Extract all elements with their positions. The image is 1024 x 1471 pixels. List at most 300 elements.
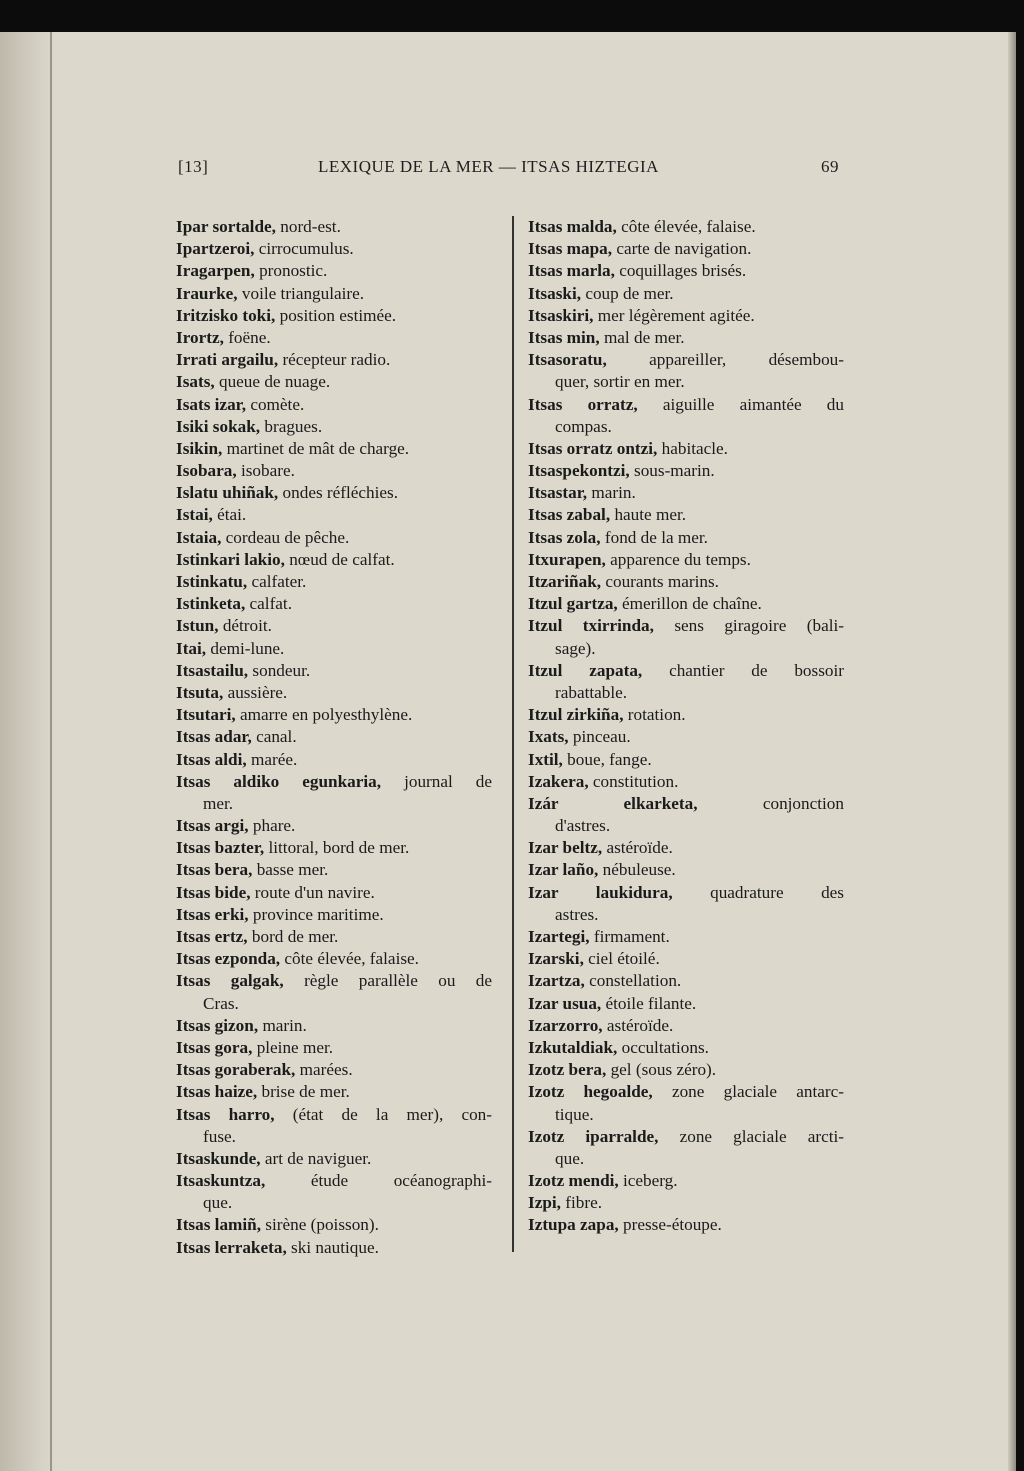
entry-definition: règle parallèle ou de <box>304 971 492 991</box>
glossary-entry <box>528 615 844 659</box>
entry-line <box>176 726 492 748</box>
entry-definition: province maritime. <box>252 904 384 924</box>
entry-term: Itsas gizon, <box>176 1015 259 1035</box>
entry-line <box>528 771 844 793</box>
entry-definition: canal. <box>256 727 297 747</box>
entry-definition: firmament. <box>593 927 670 946</box>
entry-definition: rotation. <box>627 705 686 725</box>
entry-definition: nœud de calfat. <box>289 549 395 569</box>
entry-line <box>528 859 844 881</box>
glossary-entry <box>528 1037 844 1059</box>
entry-definition: basse mer. <box>256 860 329 880</box>
entry-definition: phare. <box>252 816 296 836</box>
entry-term: Itsas malda, <box>528 217 617 236</box>
entry-term: Itsas goraberak, <box>176 1060 296 1080</box>
glossary-entry <box>176 349 492 371</box>
glossary-entry <box>528 327 844 349</box>
glossary-entry <box>528 926 844 948</box>
entry-term: Izotz iparralde, <box>528 1126 659 1146</box>
entry-term: Itsas gora, <box>176 1037 253 1057</box>
entry-term: Itsas adar, <box>176 727 252 747</box>
entry-definition: position estimée. <box>279 305 397 325</box>
entry-line <box>176 682 492 704</box>
entry-term: Itsas zola, <box>528 527 601 547</box>
entry-term: Itsaski, <box>528 283 582 303</box>
glossary-entry <box>176 615 492 637</box>
glossary-entry <box>176 1148 492 1170</box>
entry-definition: coup de mer. <box>585 283 674 303</box>
entry-term: Itsuta, <box>176 682 224 702</box>
entry-definition: boue, fange. <box>567 749 652 769</box>
glossary-entry <box>528 283 844 305</box>
glossary-entry <box>528 726 844 748</box>
glossary-entry <box>176 327 492 349</box>
entry-term: Irrati argailu, <box>176 350 279 370</box>
glossary-entry <box>176 216 492 238</box>
entry-term: Izotz hegoalde, <box>528 1082 653 1102</box>
entry-line <box>176 882 492 904</box>
entry-term: Itsas galgak, <box>176 971 284 991</box>
glossary-entry <box>176 948 492 970</box>
glossary-entry <box>528 593 844 615</box>
entry-definition: brise de mer. <box>261 1082 350 1102</box>
entry-line <box>176 1015 492 1037</box>
glossary-entry <box>528 837 844 859</box>
entry-definition: voile triangulaire. <box>241 283 365 303</box>
glossary-entry <box>528 482 844 504</box>
glossary-entry <box>528 1126 844 1170</box>
entry-definition: étude océanographi- <box>310 1171 492 1191</box>
entry-definition: sous-marin. <box>634 461 715 481</box>
entry-term: Istun, <box>176 616 219 636</box>
entry-term: Itsas mapa, <box>528 239 613 259</box>
glossary-entry <box>528 349 844 393</box>
entry-line <box>176 926 492 948</box>
entry-term: Itsaskuntza, <box>176 1171 266 1191</box>
entry-definition: presse-étoupe. <box>623 1215 722 1235</box>
entry-term: Izár elkarketa, <box>528 793 698 813</box>
entry-term: Itzul gartza, <box>528 594 618 614</box>
entry-line <box>528 1192 844 1214</box>
entry-line <box>176 460 492 482</box>
entry-line <box>176 482 492 504</box>
glossary-entry <box>176 394 492 416</box>
entry-term: Itsas bide, <box>176 882 251 902</box>
entry-term: Itsas aldiko egunkaria, <box>176 771 382 791</box>
entry-term: Itsas ertz, <box>176 927 248 946</box>
entry-definition: cirrocumulus. <box>258 239 354 259</box>
entry-line <box>176 704 492 726</box>
glossary-entry <box>176 1237 492 1259</box>
entry-line <box>528 238 844 260</box>
page-edge <box>1008 32 1016 1471</box>
entry-line <box>176 1104 492 1126</box>
entry-line <box>176 504 492 526</box>
entry-term: Iraurke, <box>176 283 238 303</box>
entry-term: Itsas haize, <box>176 1082 258 1102</box>
entry-line <box>528 660 844 682</box>
glossary-entry <box>528 793 844 837</box>
entry-definition: chantier de bossoir <box>669 660 844 680</box>
entry-line <box>528 260 844 282</box>
glossary-entry <box>176 416 492 438</box>
glossary-entry <box>176 549 492 571</box>
entry-line <box>528 1037 844 1059</box>
entry-line <box>528 571 844 593</box>
glossary-entry <box>176 1104 492 1148</box>
entry-line <box>176 615 492 637</box>
entry-definition: cordeau de pêche. <box>225 527 350 547</box>
glossary-entry <box>528 859 844 881</box>
entry-line <box>176 327 492 349</box>
entry-term: Itsas min, <box>528 327 600 347</box>
glossary-entry <box>528 549 844 571</box>
entry-definition: apparence du temps. <box>610 549 751 569</box>
entry-line <box>176 593 492 615</box>
entry-line <box>528 305 844 327</box>
entry-line <box>528 726 844 748</box>
entry-definition: étoile filante. <box>605 993 697 1013</box>
glossary-entry <box>176 1170 492 1214</box>
glossary-entry <box>176 438 492 460</box>
entry-definition: conjonction <box>762 793 844 813</box>
entry-line <box>176 948 492 970</box>
entry-term: Itai, <box>176 638 207 658</box>
entry-line <box>176 1237 492 1259</box>
entry-line <box>176 238 492 260</box>
entry-definition: astéroïde. <box>606 1015 674 1035</box>
entry-term: Istinketa, <box>176 594 246 614</box>
entry-term: Isiki sokak, <box>176 416 261 436</box>
entry-line <box>176 283 492 305</box>
entry-line <box>528 926 844 948</box>
entry-definition: marées. <box>299 1060 353 1080</box>
entry-line <box>176 1148 492 1170</box>
entry-continuation: tique. <box>555 1104 594 1124</box>
entry-line <box>528 460 844 482</box>
glossary-entry <box>528 1081 844 1125</box>
entry-line <box>528 349 844 371</box>
entry-definition: constellation. <box>589 971 682 991</box>
entry-line <box>176 638 492 660</box>
glossary-entry <box>528 260 844 282</box>
entry-term: Itsas aldi, <box>176 749 247 769</box>
glossary-entry <box>528 704 844 726</box>
left-column <box>176 216 492 1259</box>
entry-line <box>528 1214 844 1236</box>
entry-term: Irortz, <box>176 327 224 347</box>
glossary-entry <box>528 1192 844 1214</box>
glossary-entry <box>176 1037 492 1059</box>
glossary-entry <box>528 1170 844 1192</box>
glossary-entry <box>528 394 844 438</box>
entry-term: Isikin, <box>176 438 223 458</box>
entry-continuation: quer, sortir en mer. <box>555 372 685 392</box>
glossary-entry <box>176 238 492 260</box>
entry-definition: astéroïde. <box>606 838 673 858</box>
entry-definition: pronostic. <box>259 261 328 281</box>
entry-definition: détroit. <box>222 616 272 636</box>
entry-term: Istinkatu, <box>176 572 248 591</box>
entry-line <box>176 549 492 571</box>
entry-definition: ciel étoilé. <box>588 949 660 969</box>
entry-line <box>176 438 492 460</box>
glossary-entry <box>176 1059 492 1081</box>
entry-line <box>528 837 844 859</box>
entry-term: Izar laukidura, <box>528 882 673 902</box>
glossary-entry <box>176 815 492 837</box>
entry-term: Ipartzeroi, <box>176 239 255 259</box>
glossary-entry <box>528 993 844 1015</box>
right-column <box>528 216 844 1237</box>
entry-definition: comète. <box>250 394 305 414</box>
glossary-entry <box>528 238 844 260</box>
entry-term: Ipar sortalde, <box>176 217 276 236</box>
glossary-entry <box>176 859 492 881</box>
entry-definition: littoral, bord de mer. <box>268 838 410 858</box>
entry-term: Itsaskiri, <box>528 305 594 325</box>
entry-line <box>176 970 492 992</box>
entry-line <box>176 394 492 416</box>
entry-term: Itsasoratu, <box>528 350 607 370</box>
entry-term: Isats izar, <box>176 394 247 414</box>
entry-definition: sondeur. <box>252 660 311 680</box>
entry-continuation: sage). <box>555 638 596 658</box>
entry-line <box>528 882 844 904</box>
entry-continuation: fuse. <box>203 1126 236 1146</box>
entry-term: Itzul txirrinda, <box>528 616 654 636</box>
entry-term: Iritzisko toki, <box>176 305 276 325</box>
entry-line <box>528 593 844 615</box>
entry-term: Itsastar, <box>528 483 588 503</box>
glossary-entry <box>528 749 844 771</box>
entry-term: Islatu uhiñak, <box>176 483 279 503</box>
entry-line <box>528 527 844 549</box>
entry-term: Iztupa zapa, <box>528 1215 619 1235</box>
entry-term: Izar laño, <box>528 860 599 880</box>
previous-page-edge <box>50 32 52 1471</box>
glossary-entry <box>528 504 844 526</box>
entry-continuation: Cras. <box>203 993 239 1013</box>
entry-definition: pinceau. <box>572 727 631 747</box>
entry-definition: mer légèrement agitée. <box>597 305 755 325</box>
glossary-entry <box>528 1214 844 1236</box>
entry-definition: route d'un navire. <box>254 882 375 902</box>
entry-term: Itsas lerraketa, <box>176 1237 287 1257</box>
entry-term: Itsas erki, <box>176 904 249 924</box>
entry-definition: constitution. <box>592 771 679 791</box>
entry-line <box>176 660 492 682</box>
entry-definition: art de naviguer. <box>264 1148 372 1168</box>
entry-term: Istaia, <box>176 527 222 547</box>
entry-line <box>176 260 492 282</box>
entry-definition: mal de mer. <box>603 327 685 347</box>
entry-continuation: que. <box>203 1193 233 1213</box>
glossary-entry <box>528 216 844 238</box>
entry-definition: sens giragoire (bali- <box>674 616 844 636</box>
entry-line <box>528 970 844 992</box>
entry-line <box>528 1126 844 1148</box>
entry-term: Itsutari, <box>176 705 236 725</box>
entry-definition: bord de mer. <box>251 927 339 946</box>
glossary-entry <box>528 527 844 549</box>
glossary-entry <box>176 882 492 904</box>
entry-term: Izartegi, <box>528 927 590 946</box>
entry-term: Izar beltz, <box>528 838 603 858</box>
entry-term: Itsas lamiñ, <box>176 1215 261 1235</box>
entry-definition: calfat. <box>249 594 293 614</box>
entry-line <box>528 1170 844 1192</box>
column-divider <box>512 216 514 1252</box>
glossary-entry <box>176 771 492 815</box>
entry-term: Ixtil, <box>528 749 563 769</box>
entry-line <box>528 1059 844 1081</box>
entry-continuation: astres. <box>555 904 599 924</box>
entry-term: Isats, <box>176 372 215 392</box>
entry-term: Izotz bera, <box>528 1060 607 1080</box>
entry-line <box>176 1081 492 1103</box>
entry-definition: nébuleuse. <box>602 860 676 880</box>
entry-line <box>176 859 492 881</box>
entry-term: Izpi, <box>528 1193 561 1213</box>
entry-definition: côte élevée, falaise. <box>621 217 756 236</box>
glossary-entry <box>176 527 492 549</box>
entry-line <box>528 793 844 815</box>
entry-definition: calfater. <box>251 572 307 591</box>
entry-continuation: compas. <box>555 416 612 436</box>
entry-definition: aiguille aimantée du <box>662 394 844 414</box>
entry-line <box>176 1059 492 1081</box>
entry-definition: appareiller, désembou- <box>649 350 844 370</box>
entry-term: Itsaskunde, <box>176 1148 261 1168</box>
glossary-entry <box>176 1081 492 1103</box>
glossary-entry <box>528 460 844 482</box>
entry-line <box>176 1170 492 1192</box>
entry-definition: amarre en polyesthylène. <box>239 705 413 725</box>
entry-line <box>528 394 844 416</box>
entry-term: Itsastailu, <box>176 660 249 680</box>
glossary-entry <box>528 771 844 793</box>
entry-definition: fond de la mer. <box>604 527 708 547</box>
glossary-entry <box>176 970 492 1014</box>
entry-term: Itsas marla, <box>528 261 615 281</box>
glossary-entry <box>176 571 492 593</box>
entry-term: Itsas ezponda, <box>176 949 281 969</box>
entry-definition: foëne. <box>228 327 271 347</box>
entry-definition: sirène (poisson). <box>265 1215 379 1235</box>
book-page <box>0 32 1016 1471</box>
entry-definition: habitacle. <box>661 438 728 458</box>
entry-definition: aussière. <box>227 682 288 702</box>
entry-definition: coquillages brisés. <box>619 261 747 281</box>
entry-line <box>176 837 492 859</box>
glossary-entry <box>528 438 844 460</box>
entry-definition: queue de nuage. <box>218 372 331 392</box>
glossary-entry <box>176 660 492 682</box>
entry-line <box>176 771 492 793</box>
glossary-entry <box>528 571 844 593</box>
glossary-entry <box>176 482 492 504</box>
entry-definition: nord-est. <box>280 217 341 236</box>
entry-line <box>176 904 492 926</box>
glossary-entry <box>176 749 492 771</box>
entry-line <box>528 749 844 771</box>
entry-term: Izotz mendi, <box>528 1171 619 1191</box>
glossary-entry <box>176 260 492 282</box>
entry-term: Itsas orratz ontzi, <box>528 438 658 458</box>
glossary-entry <box>176 371 492 393</box>
entry-term: Itsas bazter, <box>176 838 265 858</box>
entry-continuation: que. <box>555 1148 585 1168</box>
glossary-entry <box>176 504 492 526</box>
entry-line <box>176 749 492 771</box>
entry-line <box>176 216 492 238</box>
glossary-entry <box>176 726 492 748</box>
entry-term: Itsas argi, <box>176 816 249 836</box>
entry-term: Itsas orratz, <box>528 394 638 414</box>
entry-continuation: d'astres. <box>555 816 611 836</box>
glossary-entry <box>176 704 492 726</box>
entry-line <box>176 371 492 393</box>
glossary-entry <box>176 926 492 948</box>
entry-line <box>528 1081 844 1103</box>
glossary-entry <box>528 660 844 704</box>
running-title: LEXIQUE DE LA MER — ITSAS HIZTEGIA <box>318 157 659 176</box>
glossary-entry <box>528 305 844 327</box>
entry-definition: ski nautique. <box>291 1237 379 1257</box>
entry-line <box>176 349 492 371</box>
glossary-entry <box>176 904 492 926</box>
glossary-entry <box>176 837 492 859</box>
entry-line <box>528 704 844 726</box>
entry-definition: zone glaciale antarc- <box>671 1082 844 1102</box>
entry-line <box>528 504 844 526</box>
entry-definition: martinet de mât de charge. <box>226 438 410 458</box>
entry-definition: fibre. <box>565 1193 602 1213</box>
entry-line <box>176 1037 492 1059</box>
glossary-entry <box>176 305 492 327</box>
entry-term: Ixats, <box>528 727 569 747</box>
entry-line <box>176 571 492 593</box>
entry-definition: côte élevée, falaise. <box>284 949 419 969</box>
entry-definition: isobare. <box>240 461 295 481</box>
entry-term: Istinkari lakio, <box>176 549 285 569</box>
entry-definition: marée. <box>250 749 298 769</box>
entry-term: Istai, <box>176 505 213 525</box>
entry-term: Izarski, <box>528 949 584 969</box>
entry-definition: gel (sous zéro). <box>610 1060 717 1080</box>
page-number: 69 <box>821 157 839 176</box>
entry-term: Itsas harro, <box>176 1104 275 1124</box>
glossary-entry <box>176 1015 492 1037</box>
entry-line <box>176 1214 492 1236</box>
entry-definition: courants marins. <box>605 572 719 591</box>
entry-definition: étai. <box>217 505 247 525</box>
entry-line <box>176 527 492 549</box>
entry-continuation: rabattable. <box>555 682 628 702</box>
entry-line <box>528 327 844 349</box>
glossary-entry <box>176 1214 492 1236</box>
glossary-entry <box>176 460 492 482</box>
entry-line <box>528 216 844 238</box>
glossary-entry <box>176 682 492 704</box>
glossary-entry <box>176 638 492 660</box>
entry-term: Izar usua, <box>528 993 602 1013</box>
entry-term: Itxurapen, <box>528 549 606 569</box>
entry-line <box>528 615 844 637</box>
entry-definition: journal de <box>404 771 492 791</box>
entry-term: Izkutaldiak, <box>528 1037 618 1057</box>
